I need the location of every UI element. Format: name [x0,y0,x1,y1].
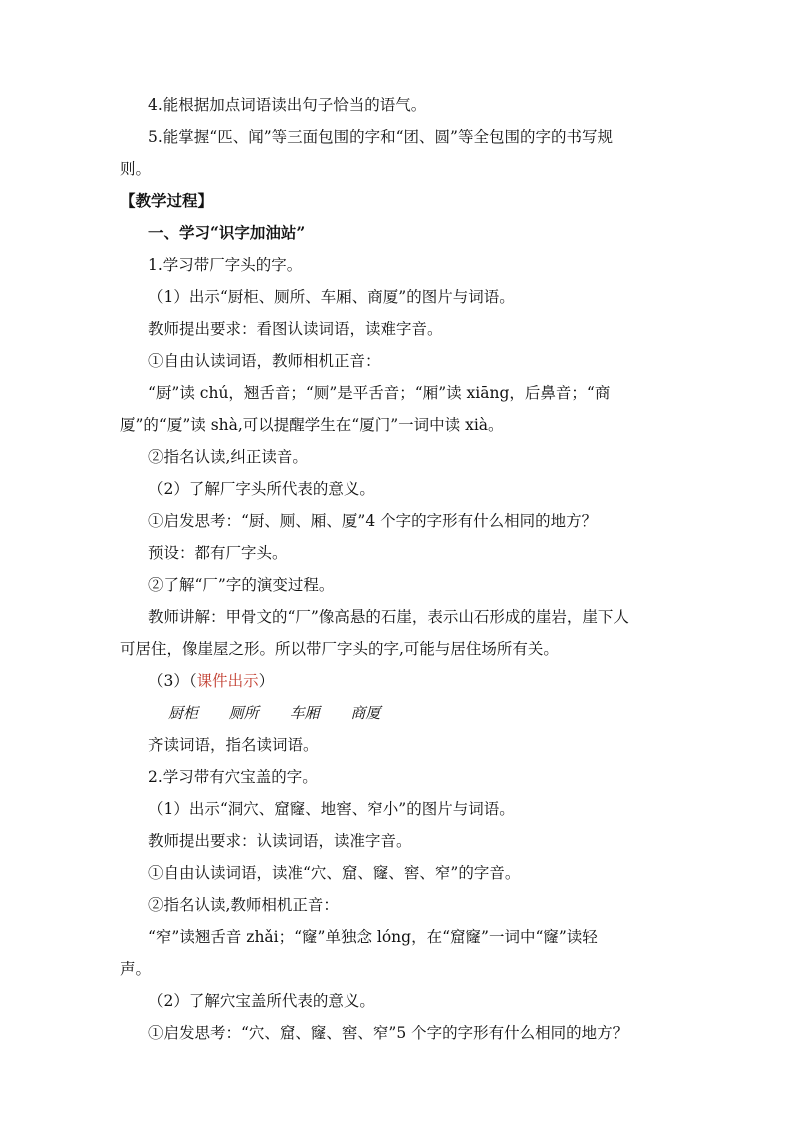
objective-5-continued: 则。 [120,160,152,178]
courseware-line [148,671,274,691]
paragraph: 声。 [120,960,152,978]
paragraph: （1）出示“厨柜、厕所、车厢、商厦”的图片与词语。 [148,288,515,306]
paren-close: ） [258,672,275,690]
paragraph: ②指名认读,教师相机正音： [148,896,339,914]
paragraph: 教师提出要求：认读词语，读准字音。 [148,832,412,850]
paragraph: （1）出示“洞穴、窟窿、地窖、窄小”的图片与词语。 [148,800,515,818]
paragraph: 齐读词语，指名读词语。 [148,736,319,754]
paragraph: “窄”读翘舌音 zhǎi；“窿”单独念 lóng，在“窟窿”一词中“窿”读轻 [148,928,598,946]
word-item: 厨柜 [168,704,199,722]
paragraph: （2）了解穴宝盖所代表的意义。 [148,992,375,1010]
paragraph: ①自由认读词语，读准“穴、窟、窿、窖、窄”的字音。 [148,864,521,882]
paragraph: “厨”读 chú，翘舌音；“厕”是平舌音；“厢”读 xiāng，后鼻音；“商 [148,384,611,402]
section-heading-teaching-process: 【教学过程】 [120,191,214,210]
word-item: 商厦 [350,704,381,722]
paragraph: ②了解“厂”字的演变过程。 [148,576,335,594]
paragraph: 2.学习带有穴宝盖的字。 [148,768,318,786]
item-number: （3） [148,672,189,690]
paragraph: 预设：都有厂字头。 [148,544,288,562]
word-item: 车厢 [289,704,320,722]
paragraph: 教师讲解：甲骨文的“厂”像高悬的石崖，表示山石形成的崖岩，崖下人 [148,608,629,626]
paragraph: ①启发思考：“厨、厕、厢、厦”4 个字的字形有什么相同的地方？ [148,512,598,530]
paragraph: ②指名认读,纠正读音。 [148,448,308,466]
courseware-word-list [168,703,406,723]
paragraph: （2）了解厂字头所代表的意义。 [148,480,375,498]
objective-5: 5.能掌握“匹、闻”等三面包围的字和“团、圆”等全包围的字的书写规 [148,128,613,146]
paragraph: ①启发思考：“穴、窟、窿、窖、窄”5 个字的字形有什么相同的地方？ [148,1024,629,1042]
paren-open: （ [188,672,197,690]
objective-4: 4.能根据加点词语读出句子恰当的语气。 [148,96,427,114]
paragraph: 厦”的“厦”读 shà,可以提醒学生在“厦门”一词中读 xià。 [120,416,504,434]
courseware-label: 课件出示 [196,672,259,690]
paragraph: ①自由认读词语，教师相机正音： [148,352,381,370]
paragraph: 1.学习带厂字头的字。 [148,256,303,274]
subsection-heading-1: 一、学习“识字加油站” [148,223,306,242]
paragraph: 教师提出要求：看图认读词语，读难字音。 [148,320,443,338]
paragraph: 可居住，像崖屋之形。所以带厂字头的字,可能与居住场所有关。 [120,640,559,658]
word-item: 厕所 [228,704,259,722]
